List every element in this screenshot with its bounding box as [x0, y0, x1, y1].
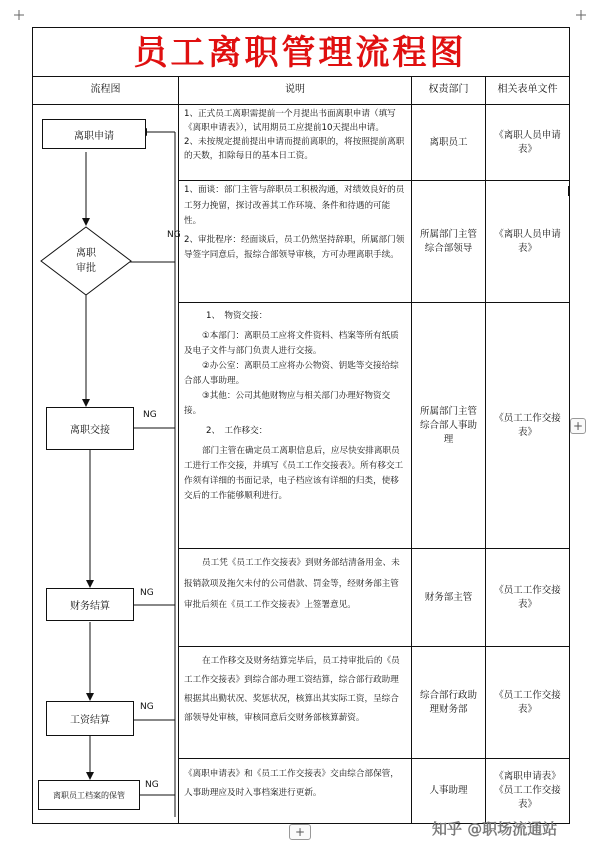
watermark-text: 知乎 @职场流通站	[432, 820, 558, 838]
row4-form: 《员工工作交接表》	[494, 584, 561, 610]
row2-description: 1、面谈：部门主管与辞职员工积极沟通，对绩效良好的员工努力挽留，探讨改善其工作环境、条件和待遇的可能性。 2、审批程序：经面谈后，员工仍然坚持辞职，所属部门领导签字同意后，报综合部领导审核，方可办理离职手续。	[184, 185, 405, 260]
row6-department: 人事助理	[429, 785, 468, 796]
row5-description: 在工作移交及财务结算完毕后，员工持审批后的《员工工作交接表》到综合部办理工资结算，综合部行政助理根据其出勤状况、奖惩状况，核算出其实际工资，呈综合部领导处审核，审核同意后交财务部核算薪资。	[184, 656, 400, 723]
row3-form: 《员工工作交接表》	[494, 412, 561, 438]
row6-form: 《离职申请表》《员工工作交接表》	[494, 771, 561, 810]
header-description: 说明	[285, 84, 305, 95]
header-forms: 相关表单文件	[497, 84, 558, 95]
row5-department: 综合部行政助理财务部	[419, 689, 477, 715]
ng-label: NG	[143, 410, 157, 420]
add-column-plus-icon[interactable]: +	[570, 418, 586, 434]
ng-label: NG	[145, 780, 159, 790]
header-flowchart: 流程图	[90, 84, 121, 95]
flow-step-archive-storage: 离职员工档案的保管	[38, 780, 140, 810]
ng-label: NG	[167, 230, 181, 240]
flow-step-approval: 离职 审批	[76, 248, 96, 274]
flow-step-handover: 离职交接	[46, 407, 134, 450]
ng-label: NG	[140, 588, 154, 598]
flow-step-resignation-application: 离职申请	[42, 119, 146, 149]
row4-department: 财务部主管	[424, 591, 473, 603]
ng-label: NG	[140, 702, 154, 712]
row4-description: 员工凭《员工工作交接表》到财务部结清备用金、未报销款项及拖欠未付的公司借款、罚金等，经财务部主管审批后须在《员工工作交接表》上签署意见。	[184, 558, 400, 610]
row2-department: 所属部门主管综合部领导	[419, 228, 477, 254]
row1-department: 离职员工	[429, 136, 468, 148]
row1-description: 1、正式员工离职需提前一个月提出书面离职申请（填写《离职申请表》），试用期员工应提前10天提出申请。 2、未按规定提前提出申请而提前离职的，将按照提前离职的天数，扣除每日的基本日工资。	[184, 109, 405, 161]
add-row-plus-icon[interactable]: +	[289, 824, 311, 840]
row2-form: 《离职人员申请表》	[494, 228, 561, 254]
flow-step-salary-settlement: 工资结算	[46, 701, 134, 736]
row1-form: 《离职人员申请表》	[494, 129, 561, 155]
page-title: 员工离职管理流程图	[133, 33, 467, 73]
row3-department: 所属部门主管综合部人事助理	[419, 405, 477, 445]
row3-description: 1、 物资交接： ①本部门：离职员工应将文件资料、档案等所有纸质及电子文件与部门负责人进行交接。 ②办公室：离职员工应将办公物资、钥匙等交接给综合部人事助理。 ③其他：公司其他财物应与相关部门办理好物资交接。 2、 工作移交： 部门主管在确定员工离职信息后，应尽快安排离职员工进行工作交接，并填写《员工工作交接表》。所有移交工作须有详细的书面记录，电子档应该有详细的归类，使移交后的工作能够顺利进行。	[184, 311, 404, 501]
row6-description: 《离职申请表》和《员工工作交接表》交由综合部保管，人事助理应及时入事档案进行更新。	[184, 769, 399, 798]
flow-step-financial-settlement: 财务结算	[46, 588, 134, 621]
row5-form: 《员工工作交接表》	[494, 689, 561, 715]
header-department: 权责部门	[428, 84, 469, 95]
